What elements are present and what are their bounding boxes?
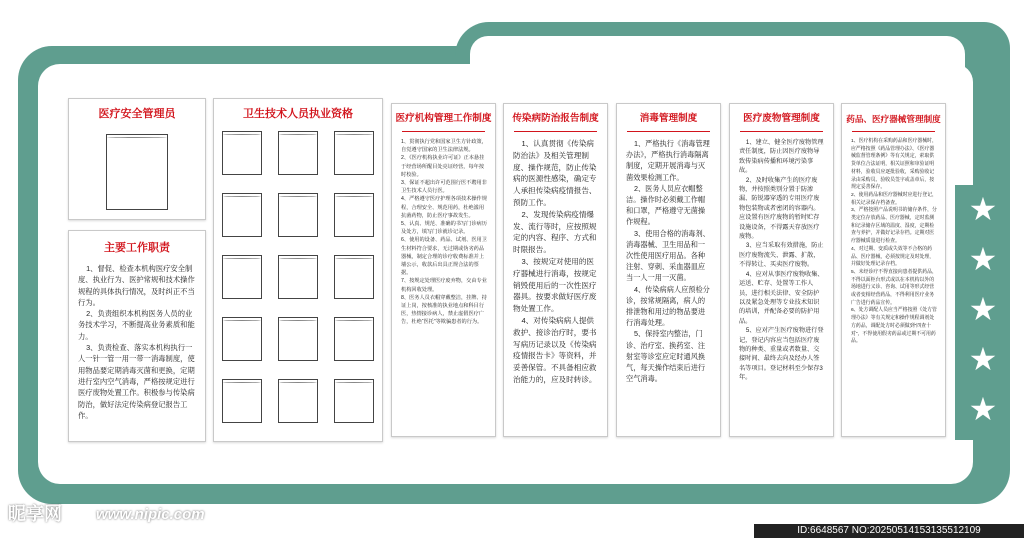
content-area-tab <box>470 36 965 96</box>
drugs-body: 1、医疗机构在采购药品和医疗器械时，应严格按照《药品管理办法》、《医疗器械监督管理条例》等有关规定，索取供货单位合法证明，相关证照和审验证明材料，验收员应逐批验收，采购验收记录由采购员、验收员签字或盖章后，按规定妥善保存。 2、使用药品和医疗器械时应进行登记，相关记录保存档备查。 3、严格按照产品说明书的储存条件，分类定位存放药品、医疗器械，定时监测和记录储存区域的温度、湿度，定期检查与养护，并做好记录存档。定期对医疗器械质量进行检查。 4、对过期、变质或失效等不合格的药品、医疗器械，必须按规定及时处理，并做好处理记录存档。 5、未经诊疗不得直接向患者提供药品，不得以面柜台形式或以在本机构以外的场地进行义诊、咨询、试用等形式经营或者变相经营药品，不得利用医疗业务广告进行药品宣传。 6、处方调配人员应当严格按照《处方管理办法》等有关规定和操作规程调剂处方药品，调配处方时必须做到“四查十对”，不得使用假劣药品或过期不可用药品。 <box>851 139 937 345</box>
management-body: 1、贯彻执行党和国家卫生方针政策，自觉遵守国家的卫生法律法规。 2、《医疗机构执业许可证》正本悬挂于经营场所醒目处亮证经营，每年按时校验。 3、保证不超出许可范围行医不聘用非卫生技术人员行医。 4、严格遵守医疗护理各项技术操作规程，合理安全、规范用药，杜绝滥用抗菌药物，防止医疗事故发生。 5、认真、规范、准确的书写门诊病历及处方，填写门诊就诊记录。 6、使用的设备、药品、试剂、医用卫生材料符合要求，无过期或伪劣药品器械，制定合理的诊疗收费标准并上墙公示，收款后出具正规合法的票据。 7、按规定处理医疗废弃物，交由专业机构回收处理。 8、医务人员衣帽穿戴整洁，挂牌、持证上岗，按核准的执业地点和科目行医，热情接诊病人，禁止虚假医疗广告，杜绝“医托”等欺骗患者的行为。 <box>401 139 487 326</box>
waste-body: 1、建立、健全医疗废物管理责任制度，防止因医疗废物导致传染病传播和环境污染事故。 2、及时收集产生的医疗废物，并按照类别分置于防渗漏、防锐器穿透的专用医疗废物包装物或者密闭的容器内。应设置有医疗废物的暂时贮存设施设备，不得露天存放医疗废物。 3、应当采取有效措施，防止医疗废物流失、泄露、扩散，不得转让、买卖医疗废物。 4、应对从事医疗废物收集、运送、贮存、处置等工作人员，进行相关法律、安全防护以及紧急处理等专业技术知识的培训，并配备必要的防护用品。 5、应对产生医疗废物进行登记，登记内容应当包括医疗废物的种类、重量或者数量、交接时间、最终去向及经办人签名等项目。登记材料至少保存3年。 <box>739 139 824 382</box>
safety-admin-title: 医疗安全管理员 <box>98 108 176 120</box>
certificate-frame <box>334 131 374 175</box>
disinfection-body: 1、严格执行《消毒管理办法》，严格执行消毒隔离制度，定期开展消毒与灭菌效果检测工作。 2、医务人员应衣帽整洁。操作时必须戴工作帽和口罩，严格遵守无菌操作规程。 3、使用合格的消毒剂、消毒器械、卫生用品和一次性使用医疗用品。各种注射、穿刺、采血器皿应当一人一用一灭菌。 4、传染病病人应预检分诊，按常规隔离，病人的排泄物和用过的物品要进行消毒处理。 5、保持室内整洁，门诊、治疗室、换药室、注射室等诊室应定时通风换气，每天操作结束后进行空气消毒。 <box>626 139 710 384</box>
disinfection-panel <box>616 103 721 437</box>
waste-panel <box>729 103 834 437</box>
photo-frame <box>106 134 168 210</box>
infectious-body: 1、认真贯彻《传染病防治法》及相关管理制度、操作规范，防止传染病的医源性感染，确定专人承担传染病疫情报告、预防工作。 2、发现传染病疫情爆发、流行等时，应按照规定的内容、程序、方式和时限报告。 3、按规定对使用的医疗器械进行消毒，按规定销毁使用后的一次性医疗器具。按要求做好医疗废物处置工作。 4、对传染病病人提供救护、接诊治疗时，要书写病历记录以及《传染病疫情报告卡》等资料，并妥善保管。不具备相应救治能力的，应及时转诊。 <box>513 139 597 384</box>
management-panel <box>391 103 496 437</box>
certificate-grid <box>214 99 383 442</box>
star-icon: ★ <box>968 191 998 227</box>
certificate-frame <box>278 131 318 175</box>
white-notch <box>18 0 455 46</box>
infectious-panel <box>503 103 608 437</box>
infectious-title: 传染病防治报告制度 <box>512 113 599 124</box>
watermark-url: www.nipic.com <box>96 506 205 523</box>
qualification-panel <box>213 98 383 442</box>
certificate-frame <box>222 131 262 175</box>
management-title: 医疗机构管理工作制度 <box>395 113 492 124</box>
certificate-frame <box>278 379 318 423</box>
certificate-frame <box>334 255 374 299</box>
main-duties-panel <box>68 230 206 442</box>
certificate-frame <box>334 193 374 237</box>
star-icon: ★ <box>968 341 998 377</box>
certificate-frame <box>278 193 318 237</box>
certificate-frame <box>222 193 262 237</box>
waste-title: 医疗废物管理制度 <box>743 113 820 124</box>
certificate-frame <box>334 317 374 361</box>
certificate-frame <box>278 255 318 299</box>
certificate-frame <box>278 317 318 361</box>
star-icon: ★ <box>968 391 998 427</box>
certificate-frame <box>222 379 262 423</box>
star-icon: ★ <box>968 291 998 327</box>
certificate-frame <box>222 317 262 361</box>
disinfection-title: 消毒管理制度 <box>639 113 698 124</box>
main-duties-title: 主要工作职责 <box>104 242 170 254</box>
star-icon: ★ <box>968 241 998 277</box>
safety-admin-panel <box>68 98 206 220</box>
watermark-id: ID:6648567 NO:20250514153135512109 <box>754 524 1024 538</box>
main-duties-body: 1、督促、检查本机构医疗安全制度、执业行为、医护常规和技术操作规程的具体执行情况，及时纠正不当行为。 2、负责组织本机构医务人员的业务技术学习，不断提高业务素质和能力。 3、负责检查、落实本机构执行一人一针一管一用一带一消毒制度，使用物品要定期消毒灭菌和更换，定期进行室内空气消毒，严格按规定进行医疗废物处置工作。积极参与传染病防治，做好法定传染病登记报告工作。 <box>78 264 195 420</box>
certificate-frame <box>334 379 374 423</box>
certificate-frame <box>222 255 262 299</box>
drugs-title: 药品、医疗器械管理制度 <box>846 114 941 124</box>
qualification-title: 卫生技术人员执业资格 <box>243 108 353 120</box>
watermark-logo: 昵享网 <box>8 504 62 524</box>
drugs-panel <box>841 103 946 437</box>
